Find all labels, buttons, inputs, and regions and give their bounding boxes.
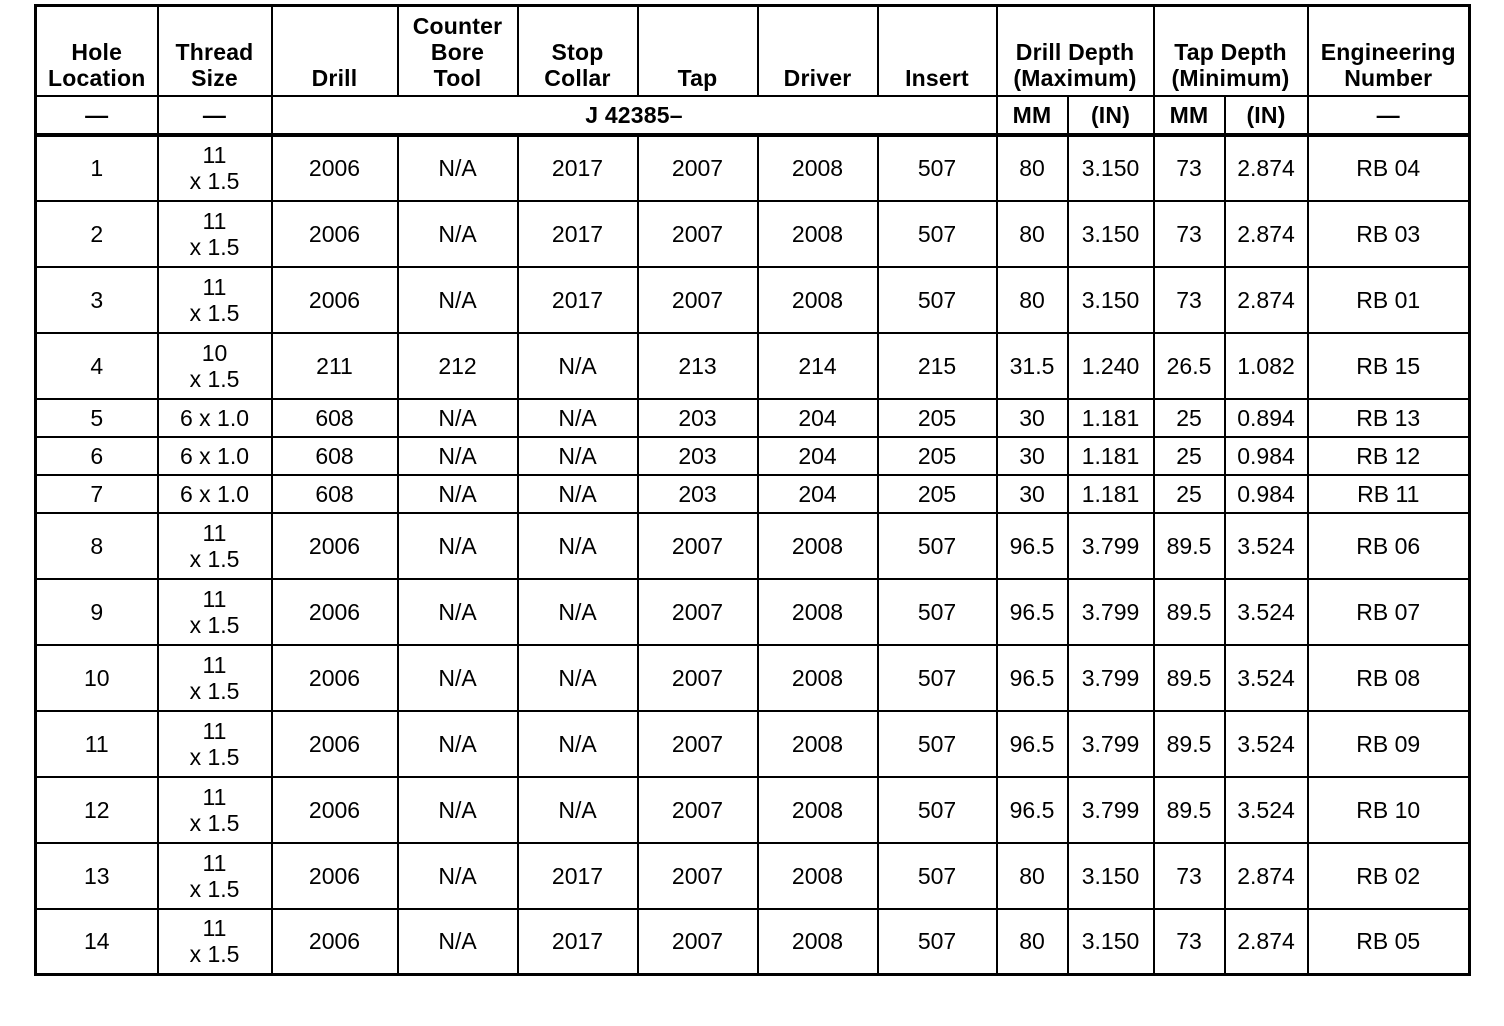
cell-hole-location: 13 bbox=[36, 843, 158, 909]
cell-drill: 2006 bbox=[272, 135, 398, 201]
cell-hole-location: 11 bbox=[36, 711, 158, 777]
cell-engineering-number: RB 09 bbox=[1308, 711, 1470, 777]
cell-drill-depth-mm: 30 bbox=[997, 437, 1068, 475]
col-header-stop-collar bbox=[518, 6, 638, 96]
cell-tap-depth-in: 2.874 bbox=[1225, 843, 1308, 909]
subheader-row bbox=[36, 96, 1470, 135]
col-header-engineering-number bbox=[1308, 6, 1470, 96]
thread-size-line: x 1.5 bbox=[189, 875, 240, 902]
header-line: Counter bbox=[412, 12, 503, 39]
cell-driver: 214 bbox=[758, 333, 878, 399]
cell-tap-depth-mm: 73 bbox=[1154, 843, 1225, 909]
cell-tap: 213 bbox=[638, 333, 758, 399]
cell-stop-collar: N/A bbox=[518, 475, 638, 513]
thread-size-line: 11 bbox=[202, 783, 227, 810]
cell-drill-depth-in: 1.181 bbox=[1068, 475, 1154, 513]
thread-size-line: 6 x 1.0 bbox=[179, 404, 250, 431]
cell-thread-size bbox=[158, 135, 272, 201]
cell-tap-depth-in: 3.524 bbox=[1225, 711, 1308, 777]
cell-tap-depth-mm: 73 bbox=[1154, 135, 1225, 201]
cell-drill-depth-mm: 96.5 bbox=[997, 513, 1068, 579]
cell-drill: 2006 bbox=[272, 711, 398, 777]
cell-stop-collar: N/A bbox=[518, 777, 638, 843]
cell-counter-bore-tool: N/A bbox=[398, 909, 518, 975]
cell-driver: 2008 bbox=[758, 579, 878, 645]
thread-size-line: x 1.5 bbox=[189, 743, 240, 770]
cell-thread-size bbox=[158, 437, 272, 475]
cell-tap-depth-in: 3.524 bbox=[1225, 645, 1308, 711]
cell-counter-bore-tool: N/A bbox=[398, 201, 518, 267]
thread-size-line: x 1.5 bbox=[189, 677, 240, 704]
cell-stop-collar: N/A bbox=[518, 333, 638, 399]
table-row bbox=[36, 909, 1470, 975]
table-row bbox=[36, 267, 1470, 333]
cell-drill-depth-in: 3.799 bbox=[1068, 513, 1154, 579]
cell-thread-size bbox=[158, 843, 272, 909]
cell-stop-collar: N/A bbox=[518, 711, 638, 777]
cell-driver: 2008 bbox=[758, 201, 878, 267]
cell-drill-depth-in: 3.150 bbox=[1068, 909, 1154, 975]
cell-tap: 2007 bbox=[638, 645, 758, 711]
thread-size-line: x 1.5 bbox=[189, 611, 240, 638]
subheader-tap-in: (IN) bbox=[1225, 96, 1308, 135]
subheader-eng-dash: — bbox=[1308, 96, 1470, 135]
cell-hole-location: 1 bbox=[36, 135, 158, 201]
header-row bbox=[36, 6, 1470, 96]
header-line: Location bbox=[48, 64, 146, 91]
cell-insert: 507 bbox=[878, 777, 997, 843]
cell-stop-collar: 2017 bbox=[518, 201, 638, 267]
cell-insert: 507 bbox=[878, 579, 997, 645]
cell-hole-location: 10 bbox=[36, 645, 158, 711]
cell-thread-size bbox=[158, 579, 272, 645]
cell-counter-bore-tool: N/A bbox=[398, 399, 518, 437]
cell-tap: 2007 bbox=[638, 135, 758, 201]
cell-engineering-number: RB 02 bbox=[1308, 843, 1470, 909]
cell-stop-collar: N/A bbox=[518, 399, 638, 437]
cell-stop-collar: N/A bbox=[518, 513, 638, 579]
cell-thread-size bbox=[158, 399, 272, 437]
cell-insert: 507 bbox=[878, 513, 997, 579]
cell-drill-depth-mm: 96.5 bbox=[997, 711, 1068, 777]
cell-tap-depth-in: 2.874 bbox=[1225, 909, 1308, 975]
cell-tap-depth-mm: 89.5 bbox=[1154, 579, 1225, 645]
cell-tap-depth-mm: 26.5 bbox=[1154, 333, 1225, 399]
table-row bbox=[36, 645, 1470, 711]
cell-drill-depth-in: 3.799 bbox=[1068, 645, 1154, 711]
cell-thread-size bbox=[158, 909, 272, 975]
cell-tap-depth-in: 2.874 bbox=[1225, 135, 1308, 201]
cell-hole-location: 12 bbox=[36, 777, 158, 843]
subheader-drill-in: (IN) bbox=[1068, 96, 1154, 135]
cell-insert: 507 bbox=[878, 843, 997, 909]
thread-size-line: x 1.5 bbox=[189, 365, 240, 392]
cell-tap: 2007 bbox=[638, 513, 758, 579]
cell-engineering-number: RB 15 bbox=[1308, 333, 1470, 399]
thread-size-line: 11 bbox=[202, 915, 227, 942]
cell-tap-depth-mm: 25 bbox=[1154, 475, 1225, 513]
cell-counter-bore-tool: 212 bbox=[398, 333, 518, 399]
cell-tap: 2007 bbox=[638, 909, 758, 975]
header-line: Thread bbox=[175, 38, 254, 65]
cell-drill-depth-mm: 96.5 bbox=[997, 579, 1068, 645]
col-header-drill-depth bbox=[997, 6, 1154, 96]
thread-size-line: 11 bbox=[202, 273, 227, 300]
table-row bbox=[36, 437, 1470, 475]
cell-thread-size bbox=[158, 777, 272, 843]
thread-size-line: 10 bbox=[201, 339, 228, 366]
cell-tap: 203 bbox=[638, 437, 758, 475]
col-header-tap: Tap bbox=[638, 6, 758, 96]
cell-engineering-number: RB 05 bbox=[1308, 909, 1470, 975]
col-header-driver: Driver bbox=[758, 6, 878, 96]
cell-thread-size bbox=[158, 513, 272, 579]
header-line: Tap Depth bbox=[1174, 38, 1287, 65]
cell-drill-depth-in: 1.181 bbox=[1068, 437, 1154, 475]
cell-driver: 204 bbox=[758, 475, 878, 513]
cell-hole-location: 9 bbox=[36, 579, 158, 645]
cell-drill: 2006 bbox=[272, 267, 398, 333]
thread-size-line: x 1.5 bbox=[189, 233, 240, 260]
cell-drill: 2006 bbox=[272, 645, 398, 711]
cell-drill-depth-in: 3.150 bbox=[1068, 201, 1154, 267]
cell-engineering-number: RB 11 bbox=[1308, 475, 1470, 513]
cell-drill-depth-mm: 30 bbox=[997, 399, 1068, 437]
cell-engineering-number: RB 12 bbox=[1308, 437, 1470, 475]
cell-drill-depth-in: 3.150 bbox=[1068, 135, 1154, 201]
header-line: (Minimum) bbox=[1171, 64, 1290, 91]
cell-drill: 2006 bbox=[272, 843, 398, 909]
cell-driver: 2008 bbox=[758, 843, 878, 909]
cell-tap-depth-in: 1.082 bbox=[1225, 333, 1308, 399]
table-row bbox=[36, 475, 1470, 513]
col-header-tap-depth bbox=[1154, 6, 1308, 96]
col-header-counter-bore-tool bbox=[398, 6, 518, 96]
cell-tap-depth-mm: 25 bbox=[1154, 399, 1225, 437]
table-row bbox=[36, 513, 1470, 579]
cell-thread-size bbox=[158, 645, 272, 711]
cell-tap: 2007 bbox=[638, 201, 758, 267]
thread-size-line: 11 bbox=[202, 207, 227, 234]
cell-hole-location: 8 bbox=[36, 513, 158, 579]
cell-drill-depth-mm: 31.5 bbox=[997, 333, 1068, 399]
cell-tap: 203 bbox=[638, 399, 758, 437]
cell-drill: 2006 bbox=[272, 579, 398, 645]
cell-insert: 507 bbox=[878, 267, 997, 333]
cell-hole-location: 7 bbox=[36, 475, 158, 513]
subheader-drill-mm: MM bbox=[997, 96, 1068, 135]
cell-insert: 507 bbox=[878, 201, 997, 267]
cell-drill-depth-mm: 80 bbox=[997, 267, 1068, 333]
cell-counter-bore-tool: N/A bbox=[398, 711, 518, 777]
cell-drill: 608 bbox=[272, 437, 398, 475]
thread-size-line: x 1.5 bbox=[189, 299, 240, 326]
cell-stop-collar: N/A bbox=[518, 437, 638, 475]
cell-driver: 2008 bbox=[758, 135, 878, 201]
cell-driver: 2008 bbox=[758, 909, 878, 975]
cell-driver: 2008 bbox=[758, 645, 878, 711]
cell-drill-depth-in: 3.150 bbox=[1068, 843, 1154, 909]
table-row bbox=[36, 579, 1470, 645]
thread-size-line: 11 bbox=[202, 717, 227, 744]
cell-tap: 2007 bbox=[638, 579, 758, 645]
cell-counter-bore-tool: N/A bbox=[398, 475, 518, 513]
cell-engineering-number: RB 08 bbox=[1308, 645, 1470, 711]
cell-tap-depth-mm: 25 bbox=[1154, 437, 1225, 475]
cell-drill: 608 bbox=[272, 475, 398, 513]
thread-size-line: x 1.5 bbox=[189, 168, 240, 194]
cell-engineering-number: RB 13 bbox=[1308, 399, 1470, 437]
cell-drill-depth-in: 3.799 bbox=[1068, 777, 1154, 843]
cell-hole-location: 3 bbox=[36, 267, 158, 333]
thread-size-line: x 1.5 bbox=[189, 809, 240, 836]
cell-drill-depth-mm: 96.5 bbox=[997, 777, 1068, 843]
cell-tap: 2007 bbox=[638, 267, 758, 333]
cell-engineering-number: RB 07 bbox=[1308, 579, 1470, 645]
subheader-tool-prefix: J 42385– bbox=[272, 96, 997, 135]
thread-size-line: x 1.5 bbox=[189, 545, 240, 572]
thread-size-line: 11 bbox=[202, 519, 227, 546]
subheader-tap-mm: MM bbox=[1154, 96, 1225, 135]
cell-tap-depth-mm: 73 bbox=[1154, 909, 1225, 975]
cell-tap-depth-in: 0.984 bbox=[1225, 475, 1308, 513]
cell-counter-bore-tool: N/A bbox=[398, 135, 518, 201]
cell-engineering-number: RB 10 bbox=[1308, 777, 1470, 843]
header-line: Collar bbox=[544, 64, 611, 91]
table-row bbox=[36, 201, 1470, 267]
cell-driver: 204 bbox=[758, 437, 878, 475]
cell-drill: 2006 bbox=[272, 201, 398, 267]
cell-counter-bore-tool: N/A bbox=[398, 579, 518, 645]
header-line: (Maximum) bbox=[1013, 64, 1137, 91]
cell-engineering-number: RB 01 bbox=[1308, 267, 1470, 333]
cell-stop-collar: 2017 bbox=[518, 843, 638, 909]
cell-driver: 2008 bbox=[758, 267, 878, 333]
cell-counter-bore-tool: N/A bbox=[398, 513, 518, 579]
cell-thread-size bbox=[158, 201, 272, 267]
cell-hole-location: 5 bbox=[36, 399, 158, 437]
cell-drill: 2006 bbox=[272, 513, 398, 579]
cell-tap: 203 bbox=[638, 475, 758, 513]
col-header-drill: Drill bbox=[272, 6, 398, 96]
cell-drill: 211 bbox=[272, 333, 398, 399]
cell-drill-depth-in: 3.799 bbox=[1068, 579, 1154, 645]
cell-driver: 204 bbox=[758, 399, 878, 437]
thread-size-line: 6 x 1.0 bbox=[179, 480, 250, 507]
cell-tap-depth-in: 3.524 bbox=[1225, 513, 1308, 579]
cell-hole-location: 14 bbox=[36, 909, 158, 975]
subheader-thread-dash: — bbox=[158, 96, 272, 135]
cell-counter-bore-tool: N/A bbox=[398, 777, 518, 843]
table-row bbox=[36, 711, 1470, 777]
cell-tap-depth-in: 2.874 bbox=[1225, 267, 1308, 333]
cell-drill-depth-in: 1.240 bbox=[1068, 333, 1154, 399]
cell-hole-location: 6 bbox=[36, 437, 158, 475]
cell-drill-depth-mm: 80 bbox=[997, 135, 1068, 201]
cell-tap: 2007 bbox=[638, 843, 758, 909]
cell-thread-size bbox=[158, 333, 272, 399]
subheader-hole-dash: — bbox=[36, 96, 158, 135]
cell-tap-depth-mm: 89.5 bbox=[1154, 777, 1225, 843]
cell-hole-location: 4 bbox=[36, 333, 158, 399]
header-line: Bore bbox=[430, 38, 485, 65]
header-line: Hole bbox=[71, 38, 123, 65]
header-line: Stop bbox=[551, 38, 604, 65]
cell-engineering-number: RB 06 bbox=[1308, 513, 1470, 579]
cell-drill-depth-mm: 80 bbox=[997, 909, 1068, 975]
cell-driver: 2008 bbox=[758, 711, 878, 777]
cell-drill-depth-mm: 96.5 bbox=[997, 645, 1068, 711]
thread-size-line: 6 x 1.0 bbox=[179, 442, 250, 469]
thread-size-line: 11 bbox=[202, 849, 227, 876]
header-line: Number bbox=[1344, 64, 1433, 91]
cell-tap-depth-mm: 73 bbox=[1154, 267, 1225, 333]
thread-size-line: 11 bbox=[202, 585, 227, 612]
header-line: Drill Depth bbox=[1015, 38, 1135, 65]
cell-stop-collar: 2017 bbox=[518, 909, 638, 975]
cell-tap-depth-mm: 89.5 bbox=[1154, 513, 1225, 579]
cell-insert: 507 bbox=[878, 135, 997, 201]
col-header-insert: Insert bbox=[878, 6, 997, 96]
cell-stop-collar: 2017 bbox=[518, 267, 638, 333]
cell-tap-depth-in: 0.984 bbox=[1225, 437, 1308, 475]
cell-driver: 2008 bbox=[758, 513, 878, 579]
table-row bbox=[36, 399, 1470, 437]
cell-counter-bore-tool: N/A bbox=[398, 437, 518, 475]
cell-thread-size bbox=[158, 267, 272, 333]
cell-insert: 205 bbox=[878, 399, 997, 437]
table-row bbox=[36, 333, 1470, 399]
cell-drill-depth-in: 1.181 bbox=[1068, 399, 1154, 437]
thread-size-line: 11 bbox=[202, 651, 227, 678]
cell-thread-size bbox=[158, 711, 272, 777]
header-line: Engineering bbox=[1320, 38, 1456, 65]
cell-drill-depth-in: 3.150 bbox=[1068, 267, 1154, 333]
table-row bbox=[36, 135, 1470, 201]
cell-drill-depth-in: 3.799 bbox=[1068, 711, 1154, 777]
cell-driver: 2008 bbox=[758, 777, 878, 843]
table-body bbox=[36, 135, 1470, 975]
cell-drill: 608 bbox=[272, 399, 398, 437]
cell-tap-depth-mm: 89.5 bbox=[1154, 645, 1225, 711]
cell-thread-size bbox=[158, 475, 272, 513]
cell-drill-depth-mm: 30 bbox=[997, 475, 1068, 513]
cell-tap-depth-in: 0.894 bbox=[1225, 399, 1308, 437]
cell-tap-depth-in: 3.524 bbox=[1225, 579, 1308, 645]
cell-drill: 2006 bbox=[272, 777, 398, 843]
header-line: Tool bbox=[433, 64, 482, 91]
thread-size-line: x 1.5 bbox=[189, 941, 240, 968]
table-header bbox=[36, 6, 1470, 135]
thread-size-line: 11 bbox=[202, 142, 227, 168]
col-header-hole-location bbox=[36, 6, 158, 96]
header-line: Size bbox=[191, 64, 238, 91]
cell-counter-bore-tool: N/A bbox=[398, 645, 518, 711]
cell-tap-depth-in: 3.524 bbox=[1225, 777, 1308, 843]
cell-counter-bore-tool: N/A bbox=[398, 267, 518, 333]
col-header-thread-size bbox=[158, 6, 272, 96]
cell-hole-location: 2 bbox=[36, 201, 158, 267]
cell-tap-depth-mm: 73 bbox=[1154, 201, 1225, 267]
cell-drill-depth-mm: 80 bbox=[997, 843, 1068, 909]
cell-tap: 2007 bbox=[638, 777, 758, 843]
cell-engineering-number: RB 03 bbox=[1308, 201, 1470, 267]
table-row bbox=[36, 843, 1470, 909]
cell-insert: 205 bbox=[878, 437, 997, 475]
cell-drill: 2006 bbox=[272, 909, 398, 975]
cell-stop-collar: 2017 bbox=[518, 135, 638, 201]
cell-insert: 215 bbox=[878, 333, 997, 399]
cell-insert: 205 bbox=[878, 475, 997, 513]
thread-repair-spec-table bbox=[34, 4, 1471, 976]
cell-stop-collar: N/A bbox=[518, 579, 638, 645]
cell-tap: 2007 bbox=[638, 711, 758, 777]
cell-insert: 507 bbox=[878, 909, 997, 975]
cell-insert: 507 bbox=[878, 711, 997, 777]
table-row bbox=[36, 777, 1470, 843]
cell-counter-bore-tool: N/A bbox=[398, 843, 518, 909]
cell-tap-depth-mm: 89.5 bbox=[1154, 711, 1225, 777]
cell-tap-depth-in: 2.874 bbox=[1225, 201, 1308, 267]
cell-engineering-number: RB 04 bbox=[1308, 135, 1470, 201]
cell-stop-collar: N/A bbox=[518, 645, 638, 711]
cell-insert: 507 bbox=[878, 645, 997, 711]
cell-drill-depth-mm: 80 bbox=[997, 201, 1068, 267]
